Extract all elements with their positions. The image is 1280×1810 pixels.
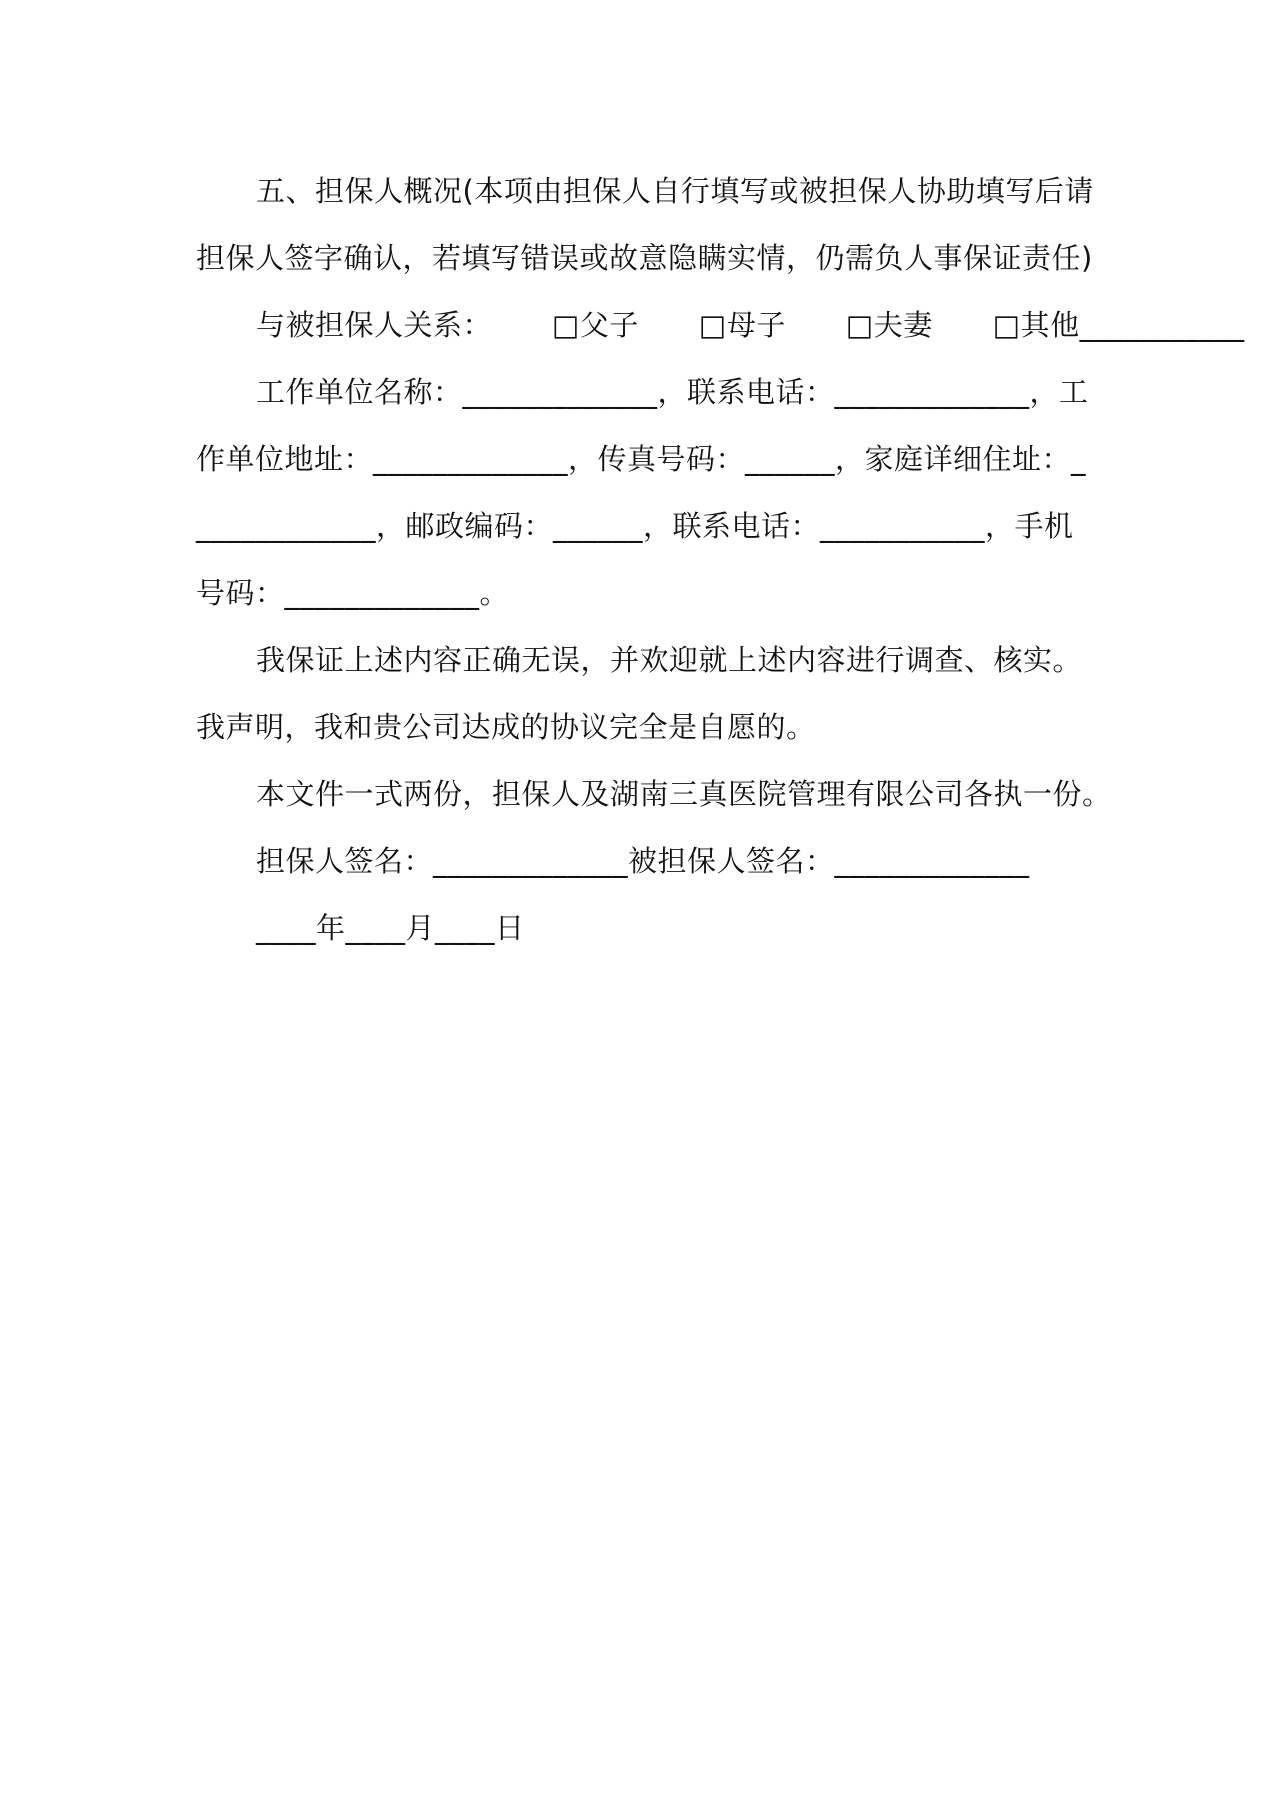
relation-other-blank[interactable]: ___________	[1079, 308, 1245, 342]
relation-option-spouse[interactable]: □夫妻	[845, 308, 933, 342]
document-body	[196, 158, 1245, 962]
signature-line: 担保人签名：_____________被担保人签名：_____________	[256, 844, 1030, 878]
contact-info-paragraph: 工作单位名称：_____________，联系电话：_____________，工作单位地址：_____________，传真号码：______，家庭详细住址：_____________，邮政编码：______，联系电话：___________，手机号码：_____________。	[196, 375, 1089, 610]
copies-paragraph: 本文件一式两份，担保人及湖南三真医院管理有限公司各执一份。	[256, 777, 1112, 811]
date-line: ____年____月____日	[256, 911, 525, 945]
section-heading: 五、担保人概况(本项由担保人自行填写或被担保人协助填写后请担保人签字确认，若填写错误或故意隐瞒实情，仍需负人事保证责任)	[196, 174, 1094, 275]
relation-line	[196, 292, 1245, 359]
relation-option-mother-son[interactable]: □母子	[698, 308, 786, 342]
relation-label: 与被担保人关系：	[256, 308, 493, 342]
relation-option-other[interactable]: □其他	[992, 308, 1080, 342]
declaration-paragraph: 我保证上述内容正确无误，并欢迎就上述内容进行调查、核实。我声明，我和贵公司达成的协议完全是自愿的。	[196, 643, 1083, 744]
relation-option-father-son[interactable]: □父子	[552, 308, 639, 342]
